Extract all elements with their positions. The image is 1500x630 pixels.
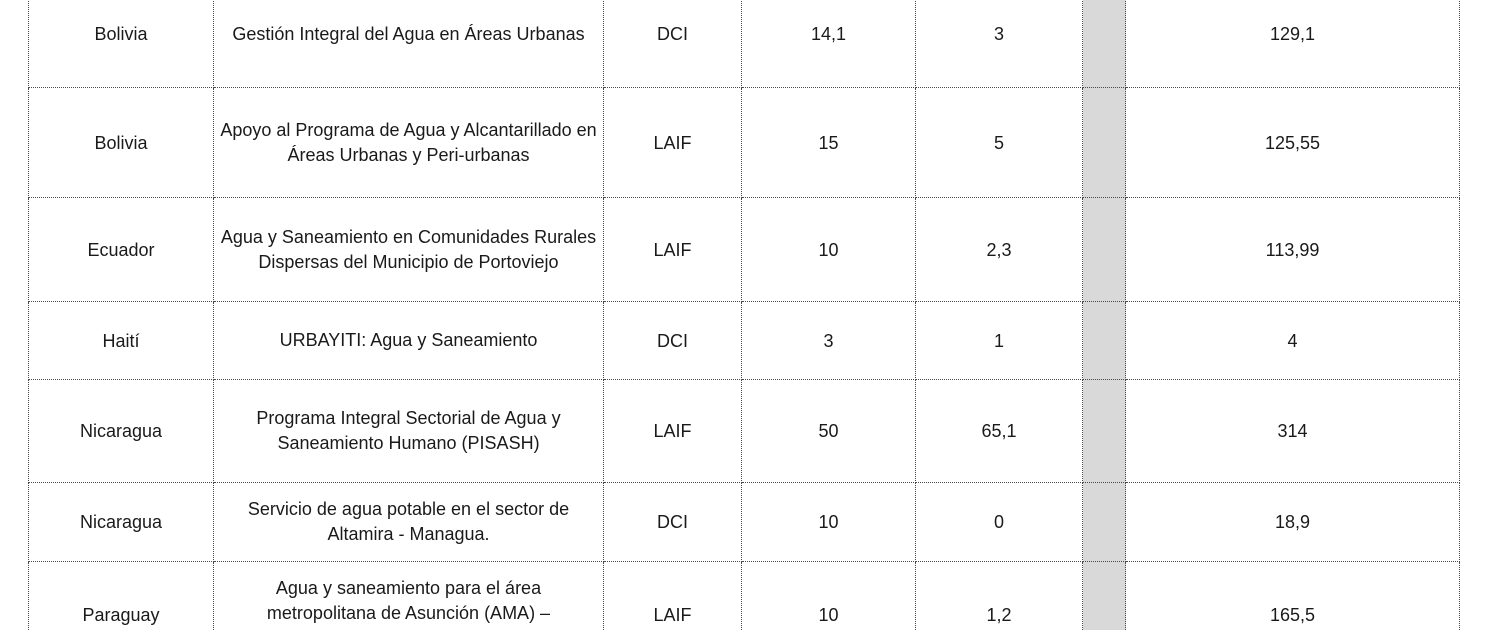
total-cell: 125,55: [1126, 88, 1460, 198]
project-cell: Agua y saneamiento para el área metropolitana de Asunción (AMA) –: [214, 562, 604, 630]
total-cell: 4: [1126, 302, 1460, 380]
total-cell: 165,5: [1126, 562, 1460, 630]
shaded-cell: [1083, 198, 1126, 302]
country-cell: Bolivia: [29, 88, 214, 198]
country-cell: Haití: [29, 302, 214, 380]
value-a-cell: 14,1: [742, 0, 916, 88]
instrument-cell: LAIF: [604, 562, 742, 630]
project-cell: Apoyo al Programa de Agua y Alcantarillado en Áreas Urbanas y Peri-urbanas: [214, 88, 604, 198]
table-row: [29, 380, 1460, 483]
value-b-cell: 1,2: [916, 562, 1083, 630]
shaded-cell: [1083, 562, 1126, 630]
project-cell: URBAYITI: Agua y Saneamiento: [214, 302, 604, 380]
projects-table: [28, 0, 1460, 630]
country-cell: Nicaragua: [29, 483, 214, 562]
table-row: [29, 302, 1460, 380]
instrument-cell: DCI: [604, 483, 742, 562]
instrument-cell: DCI: [604, 0, 742, 88]
table-row: [29, 0, 1460, 88]
value-a-cell: 15: [742, 88, 916, 198]
country-cell: Ecuador: [29, 198, 214, 302]
value-b-cell: 65,1: [916, 380, 1083, 483]
instrument-cell: LAIF: [604, 88, 742, 198]
value-b-cell: 3: [916, 0, 1083, 88]
shaded-cell: [1083, 88, 1126, 198]
value-a-cell: 10: [742, 483, 916, 562]
value-a-cell: 10: [742, 562, 916, 630]
shaded-cell: [1083, 302, 1126, 380]
table-row: [29, 88, 1460, 198]
value-a-cell: 3: [742, 302, 916, 380]
table-row: [29, 198, 1460, 302]
shaded-cell: [1083, 483, 1126, 562]
country-cell: Nicaragua: [29, 380, 214, 483]
table-row: [29, 483, 1460, 562]
instrument-cell: LAIF: [604, 198, 742, 302]
project-cell: Gestión Integral del Agua en Áreas Urbanas: [214, 0, 604, 88]
shaded-cell: [1083, 0, 1126, 88]
total-cell: 314: [1126, 380, 1460, 483]
value-a-cell: 10: [742, 198, 916, 302]
shaded-cell: [1083, 380, 1126, 483]
instrument-cell: LAIF: [604, 380, 742, 483]
table-row: [29, 562, 1460, 630]
project-cell: Servicio de agua potable en el sector de Altamira - Managua.: [214, 483, 604, 562]
value-a-cell: 50: [742, 380, 916, 483]
total-cell: 113,99: [1126, 198, 1460, 302]
total-cell: 129,1: [1126, 0, 1460, 88]
country-cell: Bolivia: [29, 0, 214, 88]
project-cell: Agua y Saneamiento en Comunidades Rurales Dispersas del Municipio de Portoviejo: [214, 198, 604, 302]
value-b-cell: 5: [916, 88, 1083, 198]
value-b-cell: 2,3: [916, 198, 1083, 302]
instrument-cell: DCI: [604, 302, 742, 380]
project-cell: Programa Integral Sectorial de Agua y Saneamiento Humano (PISASH): [214, 380, 604, 483]
value-b-cell: 0: [916, 483, 1083, 562]
total-cell: 18,9: [1126, 483, 1460, 562]
value-b-cell: 1: [916, 302, 1083, 380]
country-cell: Paraguay: [29, 562, 214, 630]
